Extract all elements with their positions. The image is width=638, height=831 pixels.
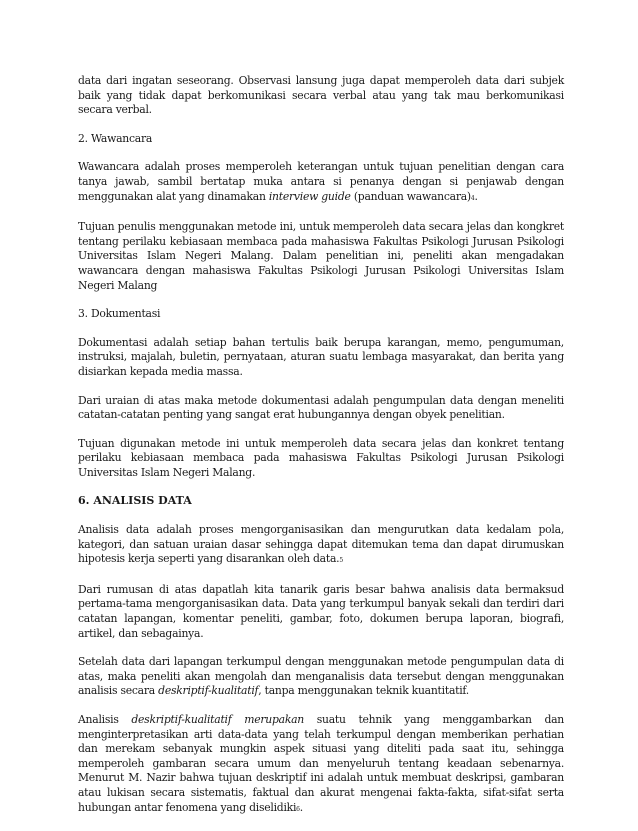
paragraph-analisis-method	[78, 655, 564, 699]
wawancara-text-a: Wawancara adalah proses memperoleh keterangan untuk tujuan penelitian dengan cara tanya jawab, sambil bertatap muka antara si penanya dengan si penjawab dengan menggunakan alat yang dinamakan	[78, 160, 564, 203]
paragraph-dokumentasi-method: Dari uraian di atas maka metode dokumentasi adalah pengumpulan data dengan meneliti catatan-catatan penting yang sangat erat hubungannya dengan obyek penelitian.	[78, 393, 564, 422]
paragraph-wawancara-purpose: Tujuan penulis menggunakan metode ini, untuk memperoleh data secara jelas dan kongkret tentang perilaku kebiasaan membaca pada mahasiswa Fakultas Psikologi Jurusan Psikologi Universitas Islam Negeri Malang. Dalam penelitian ini, peneliti akan mengadakan wawancara dengan mahasiswa Fakultas Psikologi Jurusan Psikologi Universitas Islam Negeri Malang	[78, 220, 564, 292]
heading-wawancara: 2. Wawancara	[78, 131, 153, 145]
heading-dokumentasi: 3. Dokumentasi	[78, 307, 161, 321]
wawancara-text-b: (panduan wawancara)	[350, 189, 471, 203]
wawancara-italic-term: interview guide	[268, 189, 351, 203]
analisis-method-text-a: Setelah data dari lapangan terkumpul dengan menggunakan metode pengumpulan data di atas, maka peneliti akan mengolah dan menganalisis data tersebut dengan menggunakan analisis secara	[78, 655, 564, 698]
document-page	[78, 74, 564, 831]
footnote-marker-4: 4	[470, 194, 475, 202]
paragraph-analisis-definition	[78, 523, 564, 569]
deskriptif-text-end: .	[299, 800, 303, 814]
footnote-marker-6: 6	[296, 805, 300, 813]
heading-analisis-data: 6. ANALISIS DATA	[78, 494, 192, 508]
paragraph-analisis-deskriptif	[78, 713, 564, 817]
paragraph-observasi-end: data dari ingatan seseorang. Observasi lansung juga dapat memperoleh data dari subjek baik yang tidak dapat berkomunikasi secara verbal atau yang tak mau berkomunikasi secara verbal.	[78, 74, 564, 117]
deskriptif-italic-term: deskriptif-kualitatif merupakan	[131, 713, 304, 726]
analisis-method-italic-term: deskriptif-kualitatif	[158, 684, 259, 698]
deskriptif-text-b: suatu tehnik yang menggambarkan dan menginterpretasikan arti data-data yang telah terkumpul dengan memberikan perhatian dan merekam sebanyak mungkin aspek situasi yang diteliti pada saat itu, sehingga memperoleh gambaran secara umum dan menyeluruh tentang keadaan sebenarnya. Menurut M. Nazir bahwa tujuan deskriptif ini adalah untuk membuat deskripsi, gambaran atau lukisan secara sistematis, faktual dan akurat mengenai fakta-fakta, sifat-sifat serta hubungan antar fenomena yang diselidiki	[78, 713, 564, 814]
footnote-marker-5: 5	[339, 557, 343, 565]
paragraph-dokumentasi-purpose: Tujuan digunakan metode ini untuk memperoleh data secara jelas dan konkret tentang perilaku kebiasaan membaca pada mahasiswa Fakultas Psikologi Jurusan Psikologi Universitas Islam Negeri Malang.	[78, 436, 564, 479]
paragraph-wawancara-definition	[78, 160, 564, 206]
wawancara-text-end: .	[474, 189, 478, 203]
deskriptif-text-a: Analisis	[78, 713, 132, 726]
analisis-definition-text: Analisis data adalah proses mengorganisasikan dan mengurutkan data kedalam pola, kategori, dan satuan uraian dasar sehingga dapat ditemukan tema dan dapat dirumuskan hipotesis kerja seperti yang disarankan oleh data.	[78, 523, 564, 566]
paragraph-dokumentasi-definition: Dokumentasi adalah setiap bahan tertulis baik berupa karangan, memo, pengumuman, instruksi, majalah, buletin, pernyataan, aturan suatu lembaga masyarakat, dan berita yang disiarkan kepada media massa.	[78, 335, 564, 378]
paragraph-analisis-summary: Dari rumusan di atas dapatlah kita tanarik garis besar bahwa analisis data bermaksud pertama-tama mengorganisasikan data. Data yang terkumpul banyak sekali dan terdiri dari catatan lapangan, komentar peneliti, gambar, foto, dokumen berupa laporan, biografi, artikel, dan sebagainya.	[78, 582, 564, 640]
analisis-method-text-b: , tanpa menggunakan teknik kuantitatif.	[258, 684, 469, 698]
